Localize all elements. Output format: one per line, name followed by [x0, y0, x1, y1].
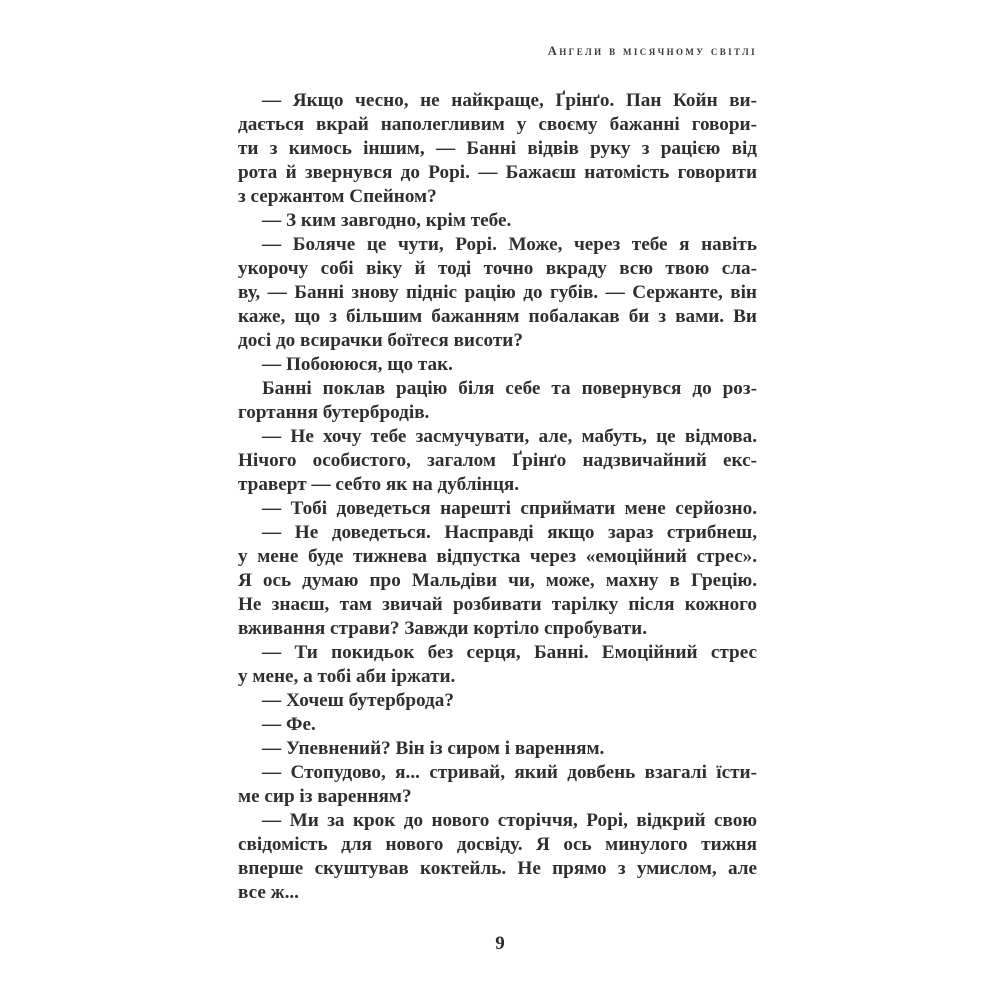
- text-line: укорочу собі віку й тоді точно вкраду всю твою сла-: [238, 258, 757, 279]
- text-line: каже, що з більшим бажанням побалакав би з вами. Ви: [238, 306, 757, 327]
- text-line: — Хочеш бутерброда?: [262, 690, 454, 711]
- text-line: — Побоююся, що так.: [262, 354, 453, 375]
- text-line: вживання страви? Завжди кортіло спробувати.: [238, 618, 648, 639]
- text-line: гортання бутербродів.: [238, 402, 430, 423]
- text-line: — Упевнений? Він із сиром і варенням.: [262, 738, 605, 759]
- text-line: дається вкрай наполегливим у своєму бажанні говори-: [238, 114, 757, 135]
- text-line: у мене буде тижнева відпустка через «емоційний стрес».: [238, 546, 757, 567]
- body-text: [238, 89, 757, 905]
- text-line: з сержантом Спейном?: [238, 186, 437, 207]
- text-line: свідомість для нового досвіду. Я ось минулого тижня: [238, 834, 757, 855]
- text-line: — Ми за крок до нового сторіччя, Рорі, відкрий свою: [262, 810, 757, 831]
- text-line: рота й звернувся до Рорі. — Бажаєш натомість говорити: [238, 162, 757, 183]
- text-line: все ж...: [238, 882, 299, 903]
- text-line: Не знаєш, там звичай розбивати тарілку після кожного: [238, 594, 757, 615]
- text-line: — Фе.: [262, 714, 316, 735]
- text-line: у мене, а тобі аби іржати.: [238, 666, 456, 687]
- text-line: — Ти покидьок без серця, Банні. Емоційний стрес: [262, 642, 757, 663]
- page-number: 9: [495, 933, 505, 954]
- text-line: — Тобі доведеться нарешті сприймати мене серйозно.: [262, 498, 757, 519]
- text-line: ме сир із варенням?: [238, 786, 412, 807]
- text-line: — Не доведеться. Насправді якщо зараз стрибнеш,: [262, 522, 757, 543]
- text-line: Нічого особистого, загалом Ґрінґо надзвичайний екс-: [238, 450, 757, 471]
- text-line: Я ось думаю про Мальдіви чи, може, махну в Грецію.: [238, 570, 757, 591]
- text-line: — З ким завгодно, крім тебе.: [262, 210, 512, 231]
- text-line: ти з кимось іншим, — Банні відвів руку з рацією від: [238, 138, 757, 159]
- text-line: — Боляче це чути, Рорі. Може, через тебе я навіть: [262, 234, 757, 255]
- text-line: досі до всирачки боїтеся висоти?: [238, 330, 523, 351]
- text-line: — Якщо чесно, не найкраще, Ґрінґо. Пан Койн ви-: [262, 90, 757, 111]
- text-line: — Не хочу тебе засмучувати, але, мабуть, це відмова.: [262, 426, 757, 447]
- text-line: траверт — себто як на дублінця.: [238, 474, 520, 495]
- text-line: — Стопудово, я... стривай, який довбень взагалі їсти-: [262, 762, 757, 783]
- text-line: Банні поклав рацію біля себе та повернувся до роз-: [262, 378, 757, 399]
- running-title: Ангели в місячному світлі: [547, 44, 757, 58]
- text-line: вперше скуштував коктейль. Не прямо з умислом, але: [238, 858, 757, 879]
- text-line: ву, — Банні знову підніс рацію до губів. — Сержанте, він: [238, 282, 757, 303]
